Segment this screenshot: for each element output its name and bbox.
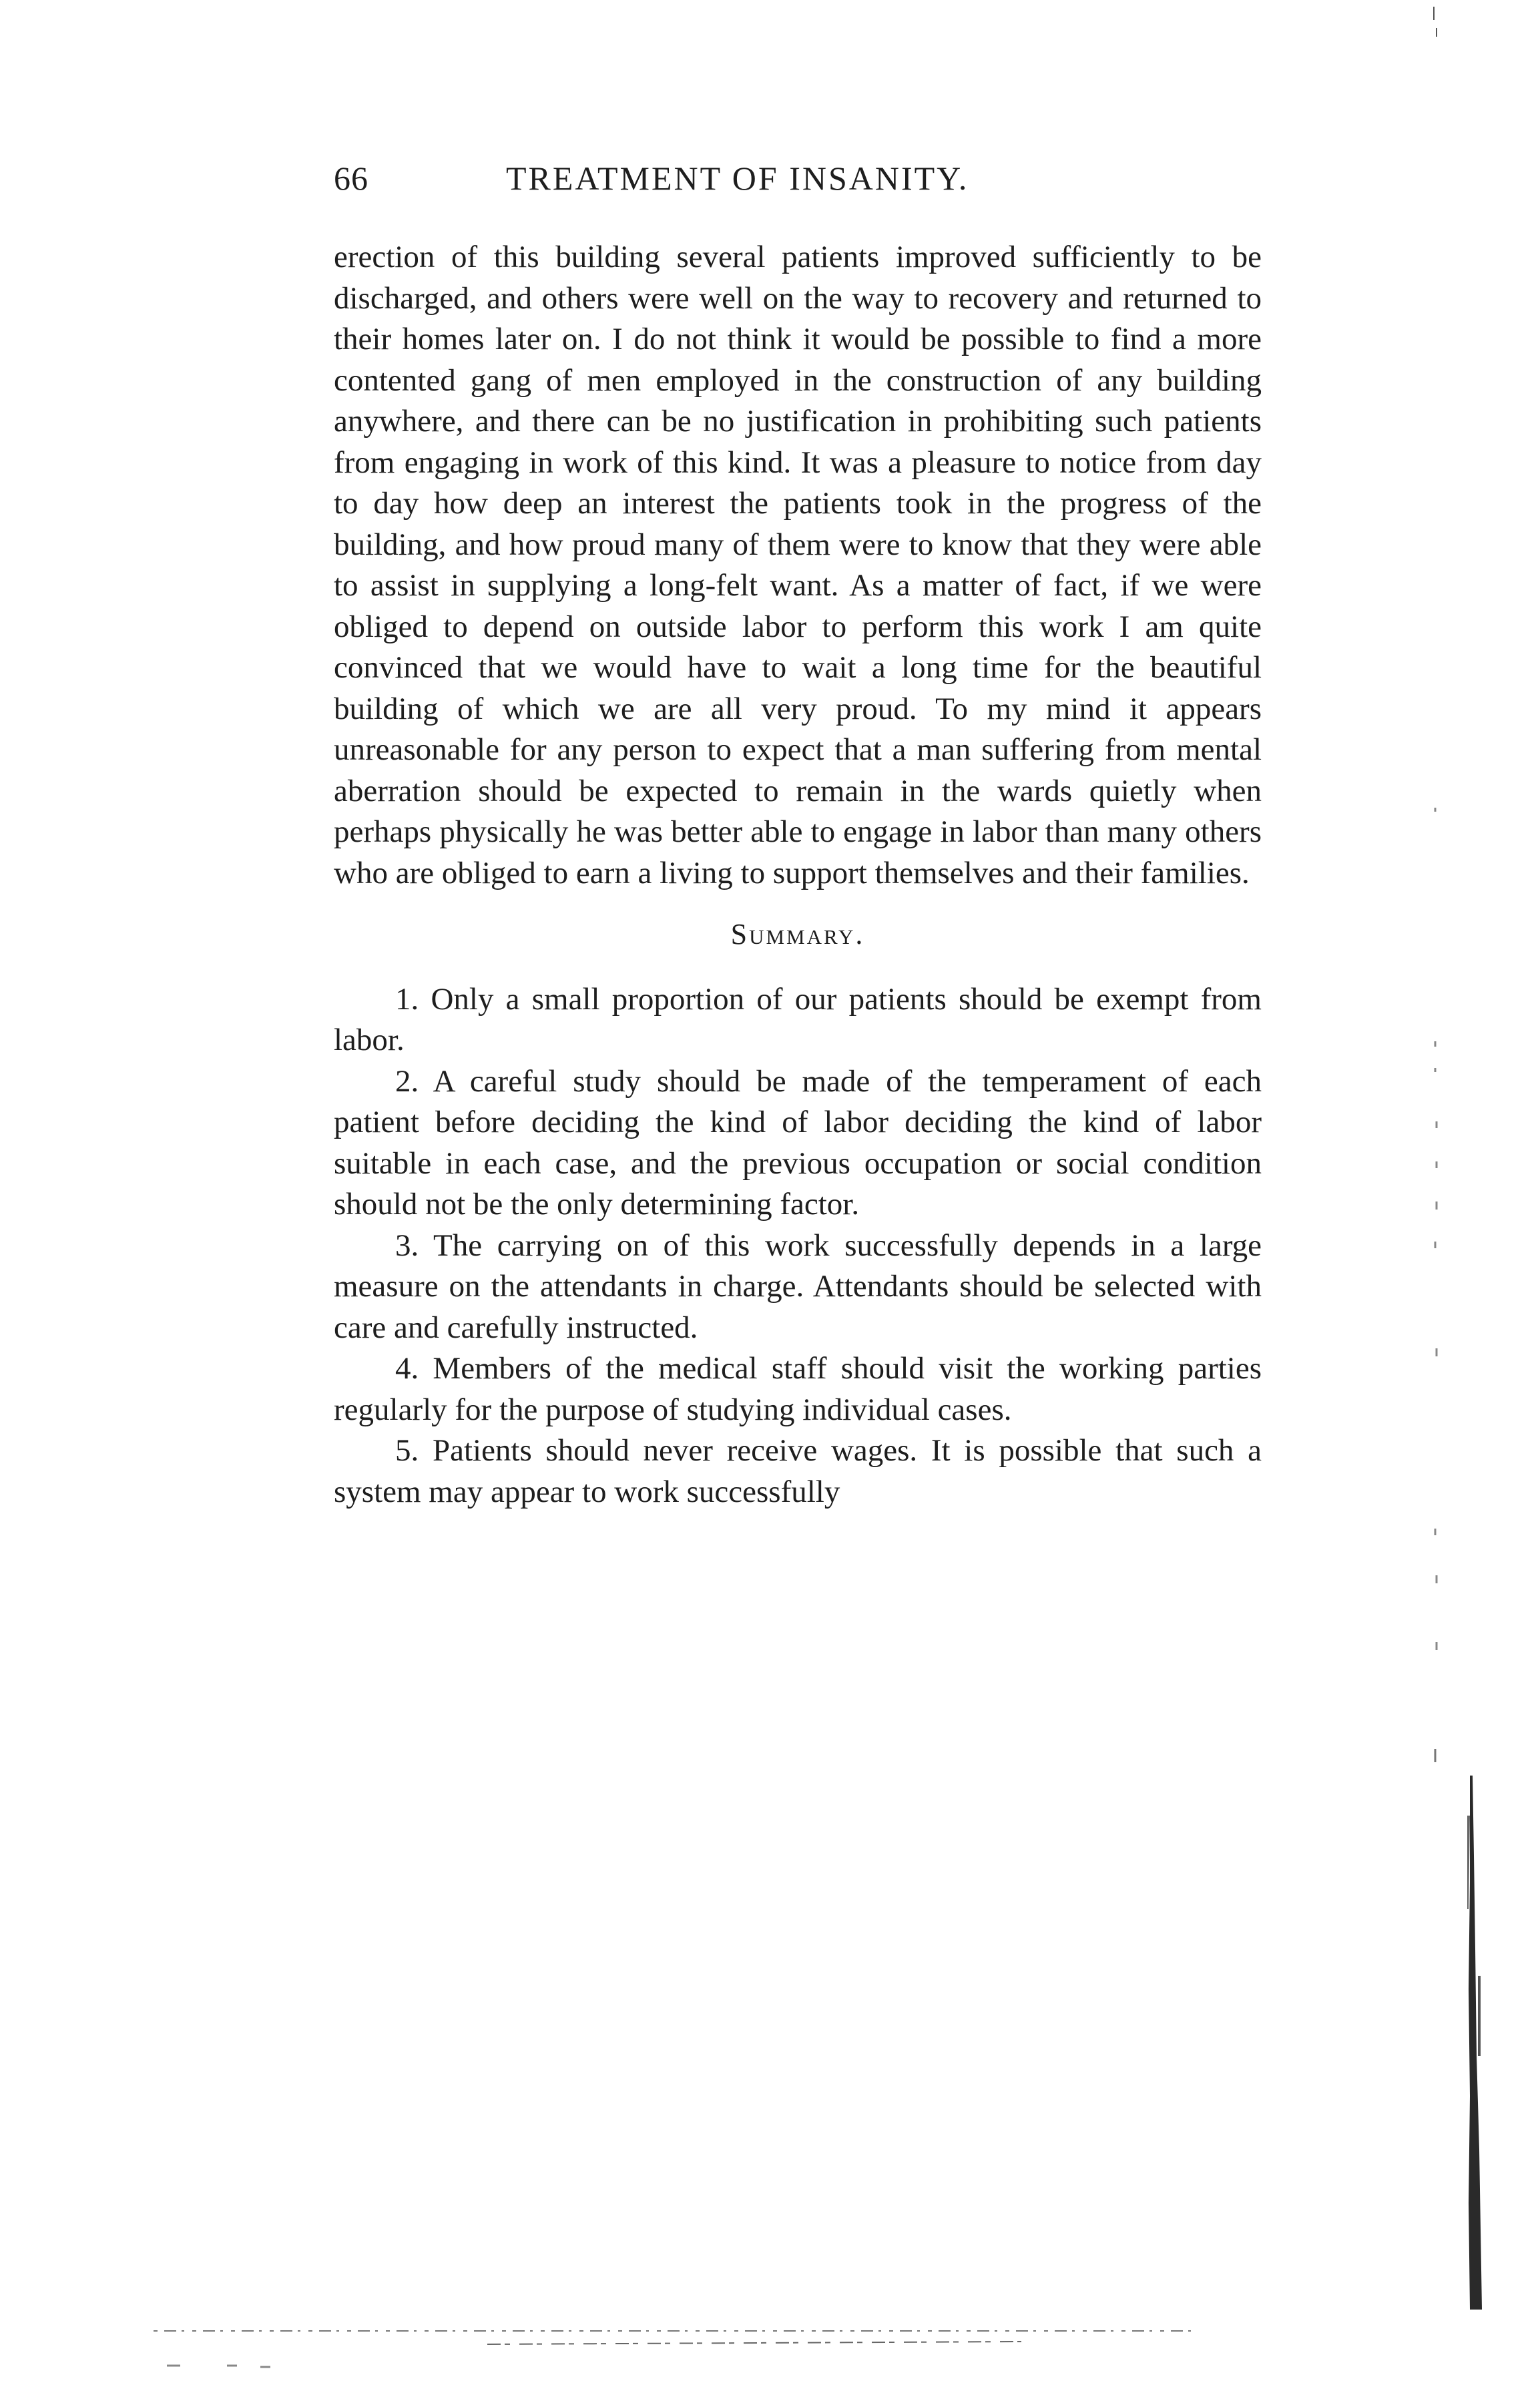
- summary-item-1: 1. Only a small proportion of our patients should be exempt from labor.: [334, 981, 1262, 1057]
- summary-item-2: 2. A careful study should be made of the temperament of each patient before deciding the kind of labor deciding the kind of labor suitable in each case, and the previous occupation or social condition should not be the only determining factor.: [334, 1063, 1262, 1222]
- summary-heading: Summary.: [730, 918, 865, 951]
- scan-bottom-artifact: [154, 2323, 1195, 2376]
- page-header: [334, 159, 1268, 206]
- summary-item-4: 4. Members of the medical staff should visit the working parties regularly for the purpose of studying individual cases.: [334, 1351, 1262, 1427]
- body-paragraph: erection of this building several patients improved sufficiently to be discharged, and others were well on the way to recovery and returned to their homes later on. I do not think it would be possible to find a more contented gang of men employed in the construction of any building anywhere, and there can be no justification in prohibiting such patients from engaging in work of this kind. It was a pleasure to notice from day to day how deep an interest the patients took in the progress of the building, and how proud many of them were to know that they were able to assist in supplying a long-felt want. As a matter of fact, if we were obliged to depend on outside labor to perform this work I am quite convinced that we would have to wait a long time for the beautiful building of which we are all very proud. To my mind it appears unreasonable for any person to expect that a man suffering from mental aberration should be expected to remain in the wards quietly when perhaps physically he was better able to engage in labor than many others who are obliged to earn a living to support themselves and their families.: [334, 240, 1262, 890]
- binding-shadow: [1466, 1776, 1483, 2310]
- page-number: 66: [334, 160, 368, 197]
- body-text: [334, 237, 1262, 1513]
- running-head: TREATMENT OF INSANITY.: [506, 160, 969, 197]
- scan-edge-marks: [1422, 0, 1462, 2399]
- summary-item-5: 5. Patients should never receive wages. It is possible that such a system may appear to work successfully: [334, 1433, 1262, 1509]
- summary-item-3: 3. The carrying on of this work successfully depends in a large measure on the attendants in charge. Attendants should be selected with care and carefully instructed.: [334, 1228, 1262, 1345]
